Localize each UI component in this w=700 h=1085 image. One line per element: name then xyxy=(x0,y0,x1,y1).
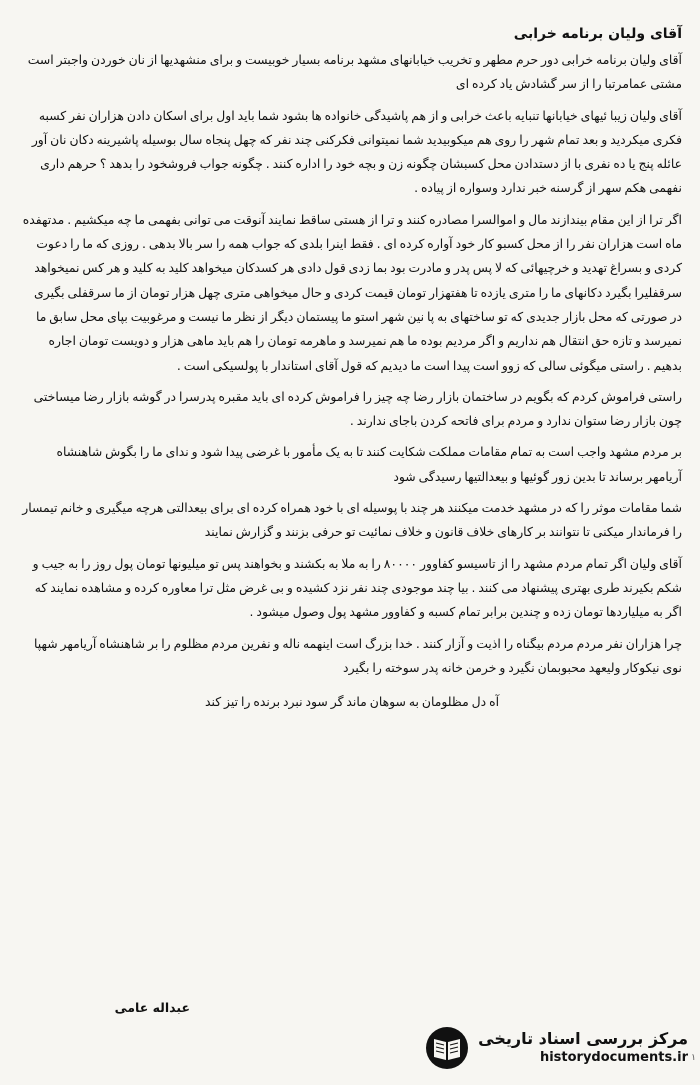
paragraph-1: آقای ولیان برنامه خرابی دور حرم مطهر و تخریب خیابانهای مشهد برنامه بسیار خوبیست و برای منشهدیها از نان خوردن واجبتر است مشتی عمامرتبا را از سر گشادش یاد کرده ای xyxy=(27,52,682,92)
closing-verse: آه دل مظلومان به سوهان ماند گر سود نبرد برنده را تیز کند xyxy=(204,694,500,710)
open-book-logo-icon xyxy=(424,1025,470,1071)
watermark-persian: مرکز بررسی اسناد تاریخی xyxy=(478,1029,688,1048)
paragraph-2: آقای ولیان زیبا ئیهای خیابانها تنبایه باعث خرابی و از هم پاشیدگی خانواده ها بشود شما باید اول برای اسکان دادن هزاران نفر کسبه فکری میکردید و بعد تمام شهر را روی هم میکوبیدید شما نمیتوانی فکرکنی چند نفر که چهل پنجاه سال بوسیله پاشیرینه دکان نان آور عائله پنج یا ده نفری با از دستدادن محل کسبشان چگونه زن و بچه خود را اداره کنند . چگونه جواب فروشخود را بدهد ؟ حرهم داری نفهمی هکم سهر از گرسنه خبر ندارد وسواره از پیاده . xyxy=(31,107,682,196)
paragraph-6: شما مقامات موثر را که در مشهد خدمت میکنند هر چند با پوسیله ای با خود همراه کرده ای برای بیعدالتی هرچه میگیری و خانم تیمسار را فرماندار میکنی تا نتوانند بر کارهای خلاف قانون و خلاف نمائیت تو حرفی بزنند و گزارش نمایند xyxy=(22,500,682,540)
paragraph-8: چرا هزاران نفر مردم مردم بیگناه را اذیت و آزار کنند . خدا بزرگ است اینهمه ناله و نفرین مردم مظلوم را بر شاهنشاه آریامهر شهپا نوی نیکوکار ولیعهد محبوبمان نگیرد و خرمن خانه پدر سوخته را بگیرد xyxy=(33,635,682,675)
watermark-url[interactable]: historydocuments.ir xyxy=(539,1050,688,1065)
letter-title: آقای ولیان برنامه خرابی xyxy=(513,26,682,42)
page-number: ۱ xyxy=(691,1053,696,1063)
signature: عبداله عامی xyxy=(114,1000,190,1015)
watermark-text xyxy=(478,1029,688,1067)
letter-body xyxy=(22,22,682,721)
paragraph-5: بر مردم مشهد واجب است به تمام مقامات مملکت شکایت کنند تا به یک مأمور با غرضی پیدا شود و ندای ما را بگوش شاهنشاه آریامهر برساند تا بدین زور گوئیها و بیعدالتیها رسیدگی شود xyxy=(56,444,682,484)
watermark xyxy=(424,1025,688,1071)
paragraph-4: راستی فراموش کردم که بگویم در ساختمان بازار رضا چه چیز را فراموش کرده ای باید مقبره پدرسرا در گوشه بازار رضا میساختی چون بازار رضا ستوان ندارد و مردم برای فاتحه کردن باجای ندارند . xyxy=(33,388,682,429)
paragraph-3: اگر ترا از این مقام بیندازند مال و اموالسرا مصادره کنند و ترا از هستی ساقط نمایند آنوقت می توانی بفهمی ما چه میکشیم . مدتهفده ماه است هزاران نفر را از محل کسبو کار خود آواره کرده ای . فقط اینرا بلدی که جواب همه را سر بالا بدهی . روزی که ما را دعوت کردی و بسراغ تهدید و خرچیهائی که لا پس پدر و مادرت بود بما زدی قول دادی هر کسدکان میخواهد کلید به کلید و هر کس نمیخواهد سرقفلیرا بگیرد دکانهای ما را متری یازده تا هفتهزار تومان قیمت کردی و حال میخواهی متری چهل هزار تومان از ما سرقفلی بگیری در صورتی که محل بازار جدیدی که تو ساختهای به پا نین شهر استو ما پیستمان دیگر از نظر ما نیست و مرغوبیت بپای محل سابق ما نمیرسد و تازه حق انتقال هم نداریم و اگر مردیم بوده ما هم نمیرسد و ماهرمه تومان را هم باید ماهی هزار و دویست تومان اجاره بدهیم . راستی میگوئی سالی که زوو است پیدا است ما دیدیم که قول آقای استاندار با پولسیکی است . xyxy=(22,211,682,373)
paragraph-7: آقای ولیان اگر تمام مردم مشهد را از تاسیسو کفاوور ۸۰۰۰۰ را به ملا به بکشند و بخواهند پس تو میلیونها تومان پول روز را به جیب و شکم بکیرند طری بهتری پیشنهاد می کنند . بیا چند موجودی چند نفر نزد کشیده و بی غرض مثل ترا معاوره کرده و مشاهده نمایند که اگر به میلیاردها تومان زده و چندین برابر تمام کسبه و کفاوور مشهد پول وصول میشود . xyxy=(32,555,682,620)
